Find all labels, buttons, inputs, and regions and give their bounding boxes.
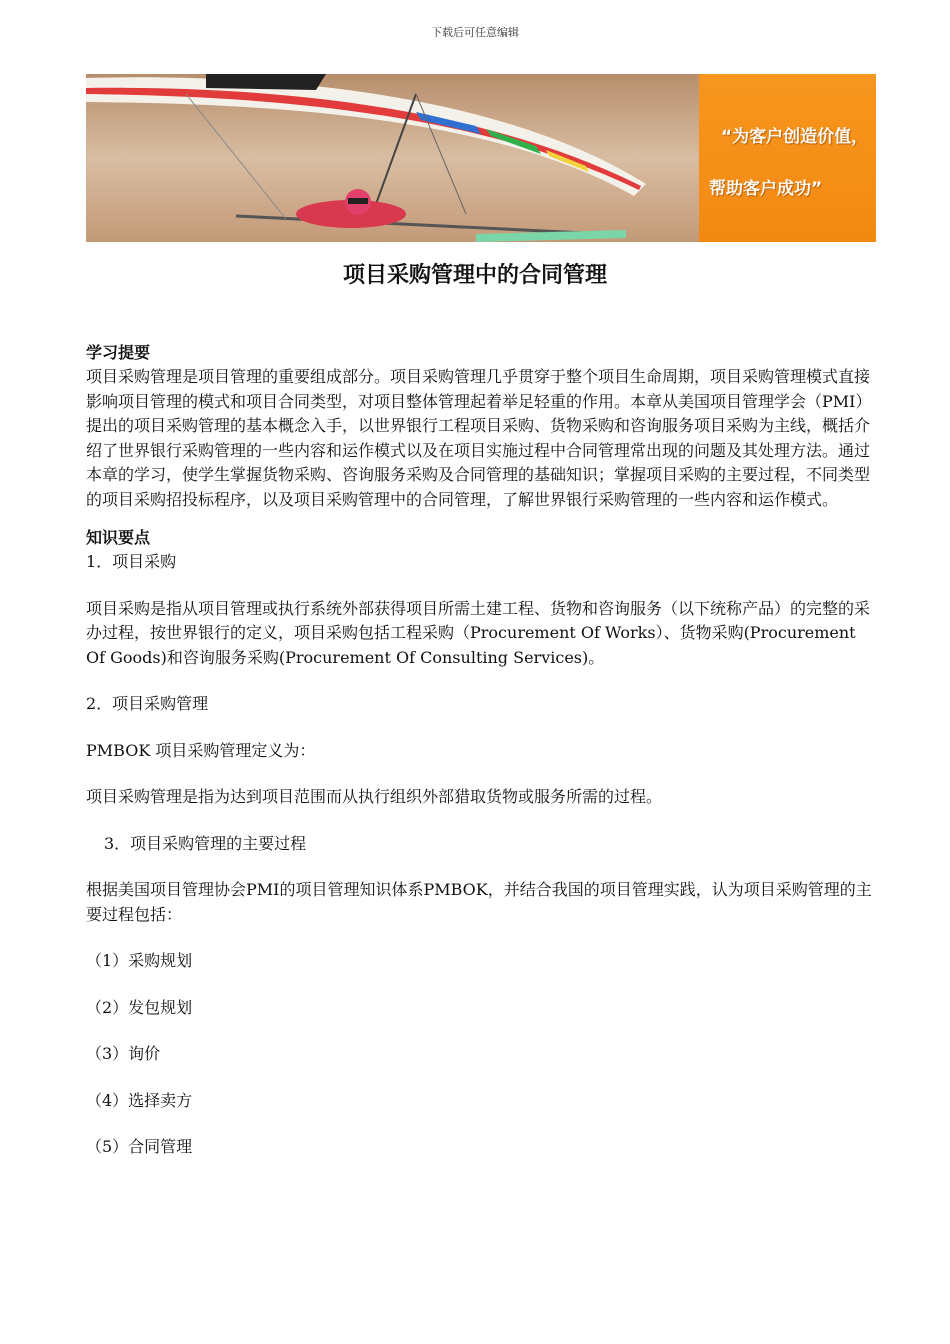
item2-title: 2．项目采购管理 [86,694,209,713]
summary-text: 项目采购管理是项目管理的重要组成部分。项目采购管理几乎贯穿于整个项目生命周期，项目采购管理模式直接影响项目管理的模式和项目合同类型，对项目整体管理起着举足轻重的作用。本章从美国项目管理学会（PMI）提出的项目采购管理的基本概念入手，以世界银行工程项目采购、货物采购和咨询服务项目采购为主线，概括介绍了世界银行采购管理的一些内容和运作模式以及在项目实施过程中合同管理常出现的问题及其处理方法。通过本章的学习，使学生掌握货物采购、咨询服务采购及合同管理的基础知识；掌握项目采购的主要过程，不同类型的项目采购招投标程序，以及项目采购管理中的合同管理，了解世界银行采购管理的一些内容和运作模式。 [86,367,872,509]
slogan-line-2: 帮助客户成功” [709,179,823,199]
summary-heading: 学习提要 [86,343,151,362]
item2-definition-intro: PMBOK 项目采购管理定义为： [86,740,316,760]
process-item: （2）发包规划 [86,997,193,1017]
hang-glider-photo [86,74,699,242]
hang-glider-illustration [86,74,699,242]
slogan-panel [699,74,876,242]
knowledge-heading: 知识要点 [86,528,151,547]
header-note: 下载后可任意编辑 [431,26,519,39]
process-item: （5）合同管理 [86,1137,193,1156]
item3-title: 3．项目采购管理的主要过程 [104,833,307,853]
item1-text: 项目采购是指从项目管理或执行系统外部获得项目所需土建工程、货物和咨询服务（以下统称产品）的完整的采办过程，按世界银行的定义，项目采购包括工程采购（Procurement Of Works）、货物采购(Procurement Of Goods)和咨询服务采购(Procurement Of Consulting Services)。 [86,598,871,667]
item1-title: 1．项目采购 [86,552,177,571]
process-item: （4）选择卖方 [86,1090,193,1110]
slogan-line-1: “为客户创造价值， [721,127,869,147]
document-title: 项目采购管理中的合同管理 [342,263,607,288]
banner [86,74,876,242]
process-item: （1）采购规划 [86,951,193,970]
item2-definition: 项目采购管理是指为达到项目范围而从执行组织外部猎取货物或服务所需的过程。 [86,787,663,806]
item3-text: 根据美国项目管理协会PMI的项目管理知识体系PMBOK，并结合我国的项目管理实践，认为项目采购管理的主要过程包括： [86,880,872,924]
process-item: （3）询价 [86,1044,161,1063]
document-body [86,341,876,1160]
